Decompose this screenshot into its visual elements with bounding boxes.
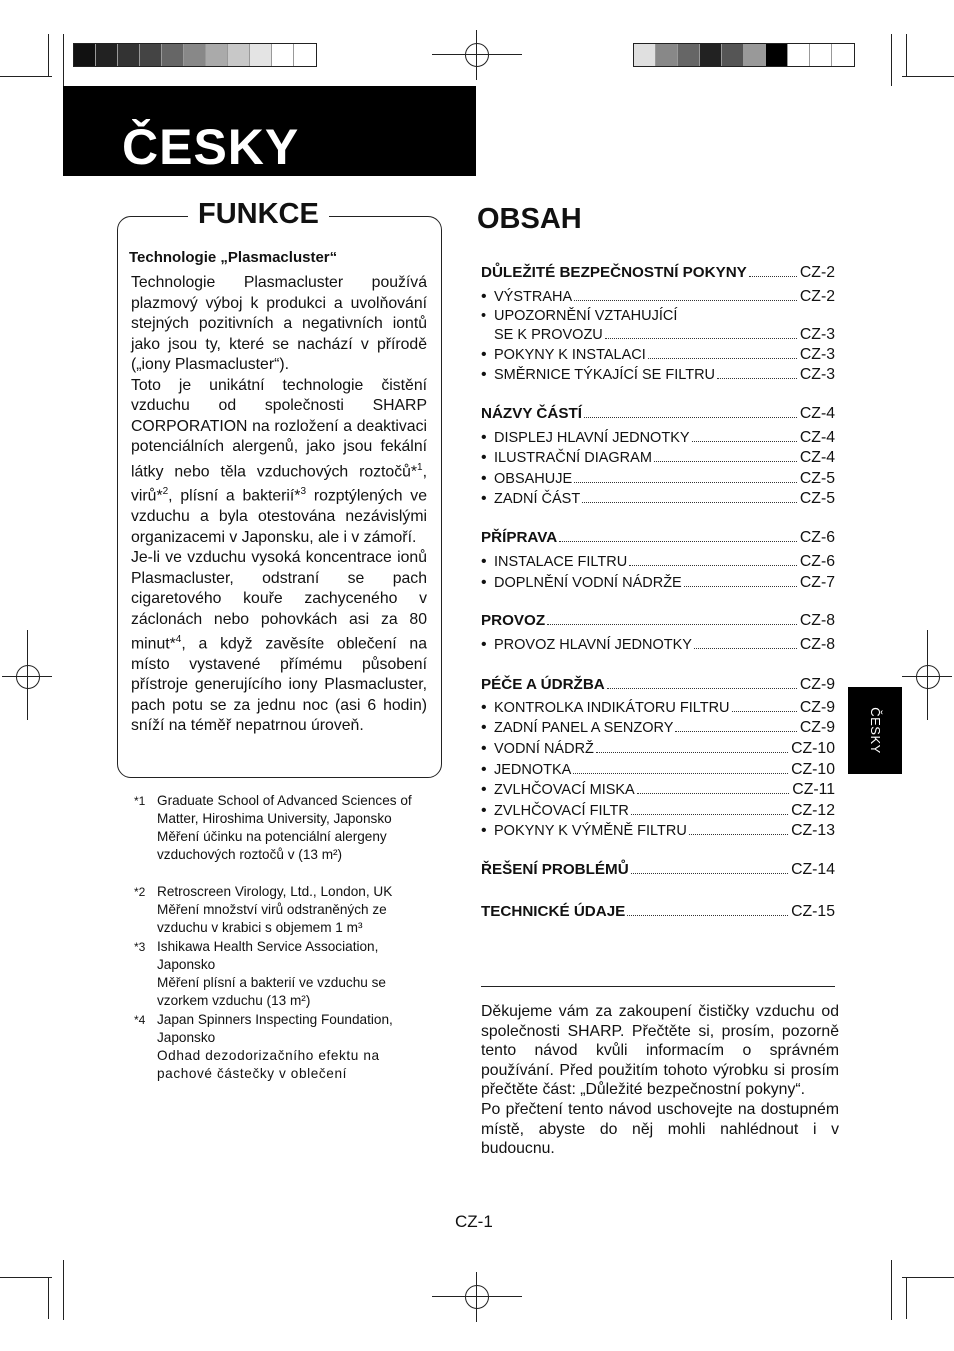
toc-leader-dots xyxy=(694,648,797,649)
divider xyxy=(481,986,835,987)
toc-heading xyxy=(481,264,835,282)
toc-page: CZ-5 xyxy=(799,490,835,507)
toc-heading xyxy=(481,861,835,879)
toc-leader-dots xyxy=(559,541,797,542)
toc-page: CZ-3 xyxy=(799,326,835,343)
toc-leader-dots xyxy=(584,417,797,418)
toc-leader-dots xyxy=(732,711,797,712)
toc-item: • ZADNÍ ČÁST CZ-5 xyxy=(481,490,835,507)
toc-page: CZ-4 xyxy=(799,405,835,422)
page-title: ČESKY xyxy=(122,119,300,175)
toc-item: • DOPLNĚNÍ VODNÍ NÁDRŽE CZ-7 xyxy=(481,574,835,591)
toc-page: CZ-11 xyxy=(792,781,835,798)
toc-page: CZ-14 xyxy=(791,861,835,878)
footnote-mark: *2 xyxy=(134,885,146,899)
toc-label: DISPLEJ HLAVNÍ JEDNOTKY xyxy=(494,430,690,446)
toc-leader-dots xyxy=(654,461,797,462)
funkce-body xyxy=(131,273,427,737)
intro-paragraph-2: Po přečtení tento návod uschovejte na dostupném místě, abyste do něj mohli nahlédnout i v budoucnu. xyxy=(481,1100,839,1158)
toc-page: CZ-15 xyxy=(791,903,835,920)
toc-item: • ZVLHČOVACÍ FILTR CZ-12 xyxy=(481,802,835,819)
toc-page: CZ-9 xyxy=(799,676,835,693)
toc-heading xyxy=(481,612,835,630)
toc-leader-dots xyxy=(629,565,797,566)
toc-label: ILUSTRAČNÍ DIAGRAM xyxy=(494,450,652,466)
toc-leader-dots xyxy=(605,338,797,339)
footnote-mark: *3 xyxy=(134,940,146,954)
toc-page: CZ-4 xyxy=(799,449,835,466)
footnote-3: *3 Ishikawa Health Service Association, Japonsko Měření plísní a bakterií ve vzduchu se vzorkem vzduchu (13 m²) xyxy=(134,939,386,1008)
funkce-heading: FUNKCE xyxy=(188,198,329,231)
toc-label: INSTALACE FILTRU xyxy=(494,554,628,570)
toc-label: DŮLEŽITÉ BEZPEČNOSTNÍ POKYNY xyxy=(481,264,747,281)
toc-label: ŘEŠENÍ PROBLÉMŮ xyxy=(481,861,629,878)
toc-page: CZ-2 xyxy=(799,288,835,305)
toc-heading xyxy=(481,529,835,547)
toc-item: • PROVOZ HLAVNÍ JEDNOTKY CZ-8 xyxy=(481,636,835,653)
toc-page: CZ-3 xyxy=(799,346,835,363)
toc-item: • SMĚRNICE TÝKAJÍCÍ SE FILTRU CZ-3 xyxy=(481,366,835,383)
toc-item: • JEDNOTKA CZ-10 xyxy=(481,761,835,778)
toc-label: PŘÍPRAVA xyxy=(481,529,558,546)
footnote-mark: *4 xyxy=(134,1013,146,1027)
toc-item: • POKYNY K VÝMĚNĚ FILTRU CZ-13 xyxy=(481,822,835,839)
toc-label: POKYNY K VÝMĚNĚ FILTRU xyxy=(494,823,687,839)
toc-heading xyxy=(481,903,835,921)
toc-page: CZ-9 xyxy=(799,719,835,736)
page-number: CZ-1 xyxy=(455,1212,493,1231)
toc-label: KONTROLKA INDIKÁTORU FILTRU xyxy=(494,700,730,716)
toc-item: • OBSAHUJE CZ-5 xyxy=(481,470,835,487)
toc-leader-dots xyxy=(648,358,797,359)
toc-leader-dots xyxy=(574,482,797,483)
toc-item xyxy=(481,326,835,344)
toc-label: NÁZVY ČÁSTÍ xyxy=(481,405,582,422)
toc-leader-dots xyxy=(684,586,797,587)
toc-item: • INSTALACE FILTRU CZ-6 xyxy=(481,553,835,570)
toc-page: CZ-4 xyxy=(799,429,835,446)
toc-item: • ILUSTRAČNÍ DIAGRAM CZ-4 xyxy=(481,449,835,466)
funkce-paragraph-3: Je-li ve vzduchu vysoká koncentrace ionů Plasmacluster, odstraní se pach cigaretového kouře zachyceného v záclonách nebo pohovkách asi za 80 minut*$^4$, a když zavěsíte oblečení na místo vystavené přímému působení přístroje generujícího iony Plasmacluster, pach potu se za jednu noc (asi 6 hodin) sníží na téměř nepatrnou úroveň. xyxy=(131,549,427,735)
toc-leader-dots xyxy=(582,502,797,503)
toc-item: • DISPLEJ HLAVNÍ JEDNOTKY CZ-4 xyxy=(481,429,835,446)
toc-label: ZADNÍ ČÁST xyxy=(494,491,581,507)
toc-page: CZ-6 xyxy=(799,529,835,546)
toc-item: • KONTROLKA INDIKÁTORU FILTRU CZ-9 xyxy=(481,699,835,716)
toc-heading xyxy=(481,676,835,694)
toc-page: CZ-13 xyxy=(791,822,835,839)
toc-page: CZ-5 xyxy=(799,470,835,487)
color-bar-right xyxy=(633,43,855,67)
toc-leader-dots xyxy=(627,915,788,916)
toc-leader-dots xyxy=(692,441,797,442)
toc-page: CZ-6 xyxy=(799,553,835,570)
side-tab-label-wrap xyxy=(848,687,902,774)
toc-label: SE K PROVOZU xyxy=(494,327,603,343)
toc-leader-dots xyxy=(547,624,797,625)
toc-label: PÉČE A ÚDRŽBA xyxy=(481,676,605,693)
toc-item: • ZVLHČOVACÍ MISKA CZ-11 xyxy=(481,781,835,798)
toc-leader-dots xyxy=(689,834,788,835)
toc-leader-dots xyxy=(637,793,790,794)
toc-leader-dots xyxy=(607,688,797,689)
toc-label: OBSAHUJE xyxy=(494,471,573,487)
toc-label: PROVOZ xyxy=(481,612,546,629)
toc-label: POKYNY K INSTALACI xyxy=(494,347,646,363)
toc-label: TECHNICKÉ ÚDAJE xyxy=(481,903,626,920)
toc-page: CZ-12 xyxy=(791,802,835,819)
toc-page: CZ-3 xyxy=(799,366,835,383)
toc-label: VÝSTRAHA xyxy=(494,289,573,305)
toc-item: • VÝSTRAHA CZ-2 xyxy=(481,288,835,305)
toc-label: ZVLHČOVACÍ MISKA xyxy=(494,782,635,798)
obsah-heading: OBSAH xyxy=(477,203,582,235)
toc-leader-dots xyxy=(675,731,796,732)
funkce-subtitle: Technologie „Plasmacluster“ xyxy=(129,249,338,266)
toc-leader-dots xyxy=(631,814,788,815)
toc-item-line: • UPOZORNĚNÍ VZTAHUJÍCÍ xyxy=(481,308,678,324)
toc-page: CZ-9 xyxy=(799,699,835,716)
intro-paragraph-1: Děkujeme vám za zakoupení čističky vzduchu od společnosti SHARP. Přečtěte si, prosím, pozorně tento návod kvůli informacím o správném používání. Před použitím tohoto výrobku si prosím přečtěte část: „Důležité bezpečnostní pokyny“. xyxy=(481,1003,839,1099)
intro-text xyxy=(481,1002,839,1159)
toc-label: PROVOZ HLAVNÍ JEDNOTKY xyxy=(494,637,692,653)
footnote-4: *4 Japan Spinners Inspecting Foundation, Japonsko Odhad dezodorizačního efektu na pachové částečky v oblečení xyxy=(134,1012,393,1081)
toc-page: CZ-8 xyxy=(799,612,835,629)
toc-leader-dots xyxy=(749,276,797,277)
footnote-1: *1 Graduate School of Advanced Sciences of Matter, Hiroshima University, Japonsko Měření účinku na potenciální alergeny vzduchových roztočů v (13 m²) xyxy=(134,793,412,862)
toc-label: SMĚRNICE TÝKAJÍCÍ SE FILTRU xyxy=(494,367,716,383)
toc-page: CZ-7 xyxy=(799,574,835,591)
toc-label: DOPLNĚNÍ VODNÍ NÁDRŽE xyxy=(494,575,682,591)
toc-label: VODNÍ NÁDRŽ xyxy=(494,741,594,757)
footnote-mark: *1 xyxy=(134,794,146,808)
toc-heading xyxy=(481,405,835,423)
funkce-paragraph-1: Technologie Plasmacluster používá plazmový výboj k produkci a uvolňování stejných pozitivních a negativních iontů jako jsou ty, které se nachází v přírodě („iony Plasmacluster“). xyxy=(131,274,427,373)
funkce-paragraph-2: Toto je unikátní technologie čistění vzduchu od společnosti SHARP CORPORATION na rozložení a deaktivaci potenciálních alergenů, jako jsou fekální látky nebo těla vzduchových roztočů*$^1$, virů*$^2$, plísní a bakterií*$^3$ rozptýlených ve vzduchu a byla otestována nezávislými organizacemi v Japonsku, ale i v zámoří. xyxy=(131,376,427,546)
toc-item: • VODNÍ NÁDRŽ CZ-10 xyxy=(481,740,835,757)
footnote-2: *2 Retroscreen Virology, Ltd., London, UK Měření množství virů odstraněných ze vzduchu v krabici s objemem 1 m³ xyxy=(134,884,393,935)
toc-label: JEDNOTKA xyxy=(494,762,572,778)
toc-label: ZVLHČOVACÍ FILTR xyxy=(494,803,629,819)
toc-leader-dots xyxy=(717,378,797,379)
toc-page: CZ-10 xyxy=(791,740,835,757)
toc-page: CZ-10 xyxy=(791,761,835,778)
toc-item: • ZADNÍ PANEL A SENZORY CZ-9 xyxy=(481,719,835,736)
toc-page: CZ-2 xyxy=(799,264,835,281)
toc-leader-dots xyxy=(573,773,788,774)
toc-item: • POKYNY K INSTALACI CZ-3 xyxy=(481,346,835,363)
toc-label: ZADNÍ PANEL A SENZORY xyxy=(494,720,674,736)
toc-leader-dots xyxy=(596,752,788,753)
toc-leader-dots xyxy=(631,873,788,874)
side-tab-label: ČESKY xyxy=(867,707,883,754)
toc-page: CZ-8 xyxy=(799,636,835,653)
toc-leader-dots xyxy=(574,300,797,301)
color-bar-left xyxy=(73,43,317,67)
